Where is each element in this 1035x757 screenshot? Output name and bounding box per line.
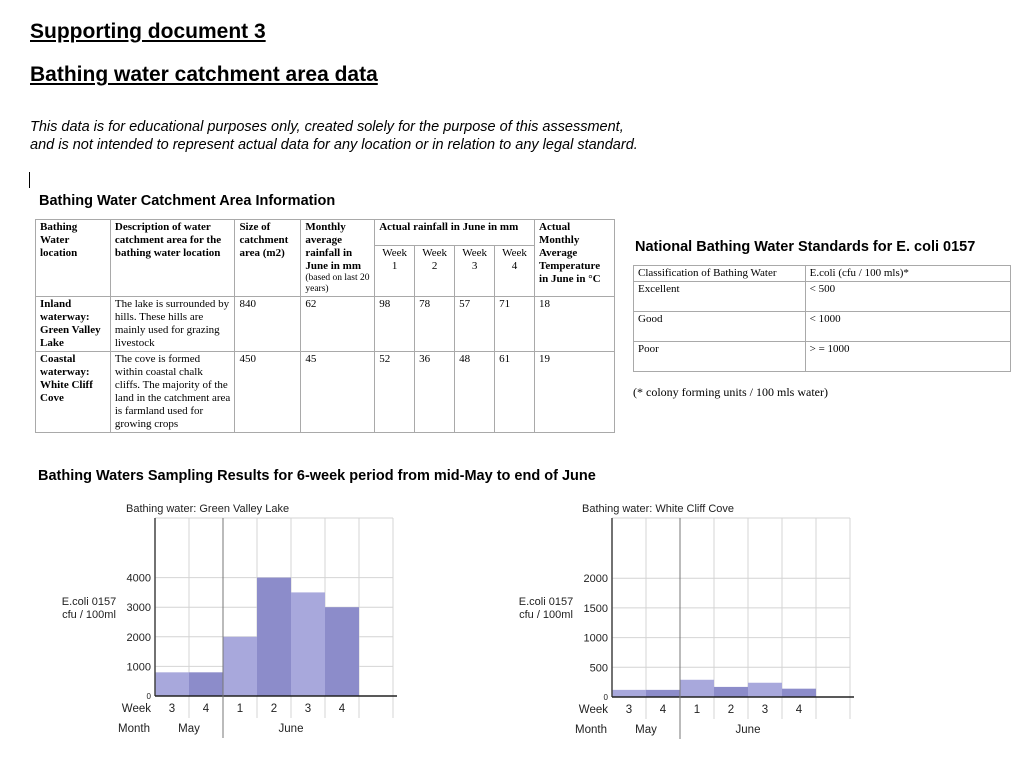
month-label: June [278, 723, 304, 735]
y-tick-label: 1000 [126, 661, 151, 674]
row-2-week-1: 52 [375, 352, 415, 433]
standards-title: National Bathing Water Standards for E. coli 0157 [635, 239, 976, 255]
y-tick-label: 500 [589, 662, 608, 675]
y-tick-label: 1500 [583, 602, 608, 615]
month-label: June [735, 724, 761, 736]
row-1-week-2: 78 [415, 297, 455, 352]
catchment-title: Bathing Water Catchment Area Information [39, 193, 336, 209]
chart-green-valley-lake [62, 503, 397, 738]
bar [189, 672, 223, 696]
header-actual-rainfall: Actual rainfall in June in mm [375, 220, 535, 246]
row-2-size: 450 [235, 352, 301, 433]
row-1-week-4: 71 [495, 297, 535, 352]
standards-header-class: Classification of Bathing Water [634, 266, 806, 282]
row-2-week-3: 48 [455, 352, 495, 433]
standards-row-3-class: Poor [634, 342, 806, 372]
row-2-week-2: 36 [415, 352, 455, 433]
y-axis-label-line-1: E.coli 0157 [61, 596, 117, 608]
x-tick-label: 1 [693, 704, 701, 716]
y-axis-label-line-2: cfu / 100ml [519, 609, 573, 621]
row-2-temp: 19 [535, 352, 615, 433]
header-rainfall-text: Monthly average rainfall in June in mm [305, 221, 361, 272]
y-tick-label: 2000 [126, 631, 151, 644]
row-1-location: Inland waterway: Green Valley Lake [36, 297, 111, 352]
bar [257, 578, 291, 696]
y-tick-label: 0 [146, 692, 151, 701]
y-axis-label-line-2: cfu / 100ml [62, 609, 116, 621]
row-2-week-4: 61 [495, 352, 535, 433]
bar [325, 607, 359, 696]
row-2-location: Coastal waterway: White Cliff Cove [36, 352, 111, 433]
y-tick-label: 0 [603, 693, 608, 702]
y-axis-label-line-1: E.coli 0157 [518, 596, 574, 608]
sampling-title: Bathing Waters Sampling Results for 6-week period from mid-May to end of June [38, 468, 596, 484]
header-week-3: Week 3 [455, 246, 495, 297]
month-label: May [178, 723, 200, 735]
row-1-size: 840 [235, 297, 301, 352]
standards-header-value: E.coli (cfu / 100 mls)* [805, 266, 1010, 282]
x-tick-label: 3 [625, 704, 633, 716]
header-size: Size of catchment area (m2) [235, 220, 301, 297]
month-row-label: Month [575, 724, 607, 736]
x-tick-label: 4 [659, 704, 667, 716]
disclaimer-line-1: This data is for educational purposes only, created solely for the purpose of this assessment, [30, 119, 624, 135]
standards-row-1-class: Excellent [634, 282, 806, 312]
x-tick-label: 3 [168, 703, 176, 715]
y-tick-label: 4000 [126, 572, 151, 585]
x-tick-label: 4 [202, 703, 210, 715]
month-label: May [635, 724, 657, 736]
row-2-description: The cove is formed within coastal chalk cliffs. The majority of the land in the catchment area is farmland used for growing crops [110, 352, 235, 433]
standards-row-2-class: Good [634, 312, 806, 342]
standards-row-1-value: < 500 [805, 282, 1010, 312]
bar [291, 592, 325, 696]
standards-row-3-value: > = 1000 [805, 342, 1010, 372]
chart-white-cliff-cove [519, 503, 854, 739]
standards-row-2-value: < 1000 [805, 312, 1010, 342]
month-row-label: Month [118, 723, 150, 735]
disclaimer-line-2: and is not intended to represent actual data for any location or in relation to any legal standard. [30, 137, 638, 153]
standards-footnote: (* colony forming units / 100 mls water) [633, 385, 828, 399]
x-tick-label: 3 [761, 704, 769, 716]
x-tick-label: 4 [338, 703, 346, 715]
bar [612, 690, 646, 697]
y-tick-label: 3000 [126, 602, 151, 615]
bar [155, 672, 189, 696]
header-temperature: Actual Monthly Average Temperature in June in °C [535, 220, 615, 297]
page-title: Supporting document 3 [30, 20, 266, 43]
header-week-1: Week 1 [375, 246, 415, 297]
bar [680, 680, 714, 697]
header-location: Bathing Water location [36, 220, 111, 297]
row-1-week-1: 98 [375, 297, 415, 352]
x-tick-label: 1 [236, 703, 244, 715]
bar [748, 683, 782, 697]
y-tick-label: 2000 [583, 573, 608, 586]
x-tick-label: 2 [270, 703, 278, 715]
bar [646, 690, 680, 697]
week-row-label: Week [578, 704, 608, 716]
x-tick-label: 4 [795, 704, 803, 716]
week-row-label: Week [121, 703, 151, 715]
header-week-4: Week 4 [495, 246, 535, 297]
header-description: Description of water catchment area for the bathing water location [110, 220, 235, 297]
row-1-avg-rainfall: 62 [301, 297, 375, 352]
bar [223, 637, 257, 696]
y-tick-label: 1000 [583, 632, 608, 645]
page-subtitle: Bathing water catchment area data [30, 63, 378, 86]
x-tick-label: 2 [727, 704, 735, 716]
bar [714, 687, 748, 697]
x-tick-label: 3 [304, 703, 312, 715]
header-week-2: Week 2 [415, 246, 455, 297]
chart-title: Bathing water: Green Valley Lake [126, 503, 290, 515]
row-1-week-3: 57 [455, 297, 495, 352]
row-1-temp: 18 [535, 297, 615, 352]
row-1-description: The lake is surrounded by hills. These hills are mainly used for grazing livestock [110, 297, 235, 352]
chart-title: Bathing water: White Cliff Cove [582, 503, 735, 515]
header-rainfall-note: (based on last 20 years) [305, 273, 370, 294]
row-2-avg-rainfall: 45 [301, 352, 375, 433]
bar [782, 689, 816, 697]
